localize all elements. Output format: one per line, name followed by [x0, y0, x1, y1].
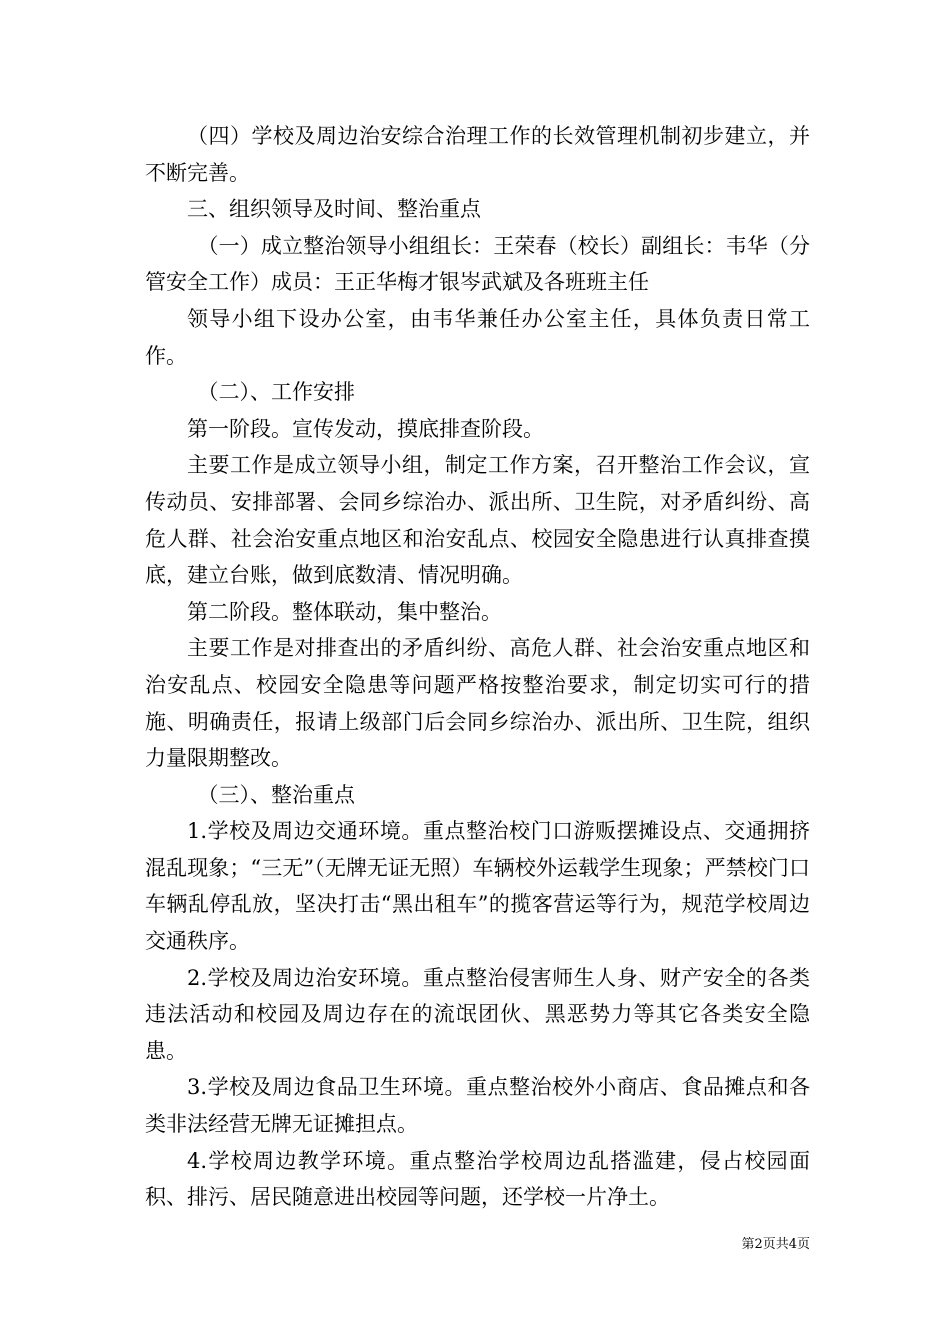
paragraph: （一）成立整治领导小组组长：王荣春（校长）副组长：韦华（分管安全工作）成员：王正华梅才银岑武斌及各班班主任: [145, 233, 810, 295]
paragraph: （四）学校及周边治安综合治理工作的长效管理机制初步建立，并不断完善。: [145, 124, 810, 185]
paragraph: 三、组织领导及时间、整治重点: [187, 197, 481, 222]
paragraph: 主要工作是成立领导小组，制定工作方案，召开整治工作会议，宣传动员、安排部署、会同乡综治办、派出所、卫生院，对矛盾纠纷、高危人群、社会治安重点地区和治安乱点、校园安全隐患进行认真排查摸底，建立台账，做到底数清、情况明确。: [145, 453, 810, 588]
paragraph: 1.学校及周边交通环境。重点整治校门口游贩摆摊设点、交通拥挤混乱现象；“三无”（无牌无证无照）车辆校外运载学生现象；严禁校门口车辆乱停乱放，坚决打击“黑出租车”的揽客营运等行为，规范学校周边交通秩序。: [145, 819, 810, 954]
paragraph: 2.学校及周边治安环境。重点整治侵害师生人身、财产安全的各类违法活动和校园及周边存在的流氓团伙、黑恶势力等其它各类安全隐患。: [145, 965, 810, 1063]
paragraph: 第一阶段。宣传发动，摸底排查阶段。: [187, 416, 544, 441]
paragraph: 领导小组下设办公室，由韦华兼任办公室主任，具体负责日常工作。: [145, 306, 810, 368]
paragraph: 主要工作是对排查出的矛盾纠纷、高危人群、社会治安重点地区和治安乱点、校园安全隐患等问题严格按整治要求，制定切实可行的措施、明确责任，报请上级部门后会同乡综治办、派出所、卫生院，组织力量限期整改。: [145, 636, 810, 771]
paragraph: 第二阶段。整体联动，集中整治。: [187, 599, 502, 624]
page-number: 第2页共4页: [741, 1237, 810, 1252]
paragraph: 3.学校及周边食品卫生环境。重点整治校外小商店、食品摊点和各类非法经营无牌无证摊担点。: [145, 1075, 810, 1137]
paragraph: （二）、工作安排: [197, 380, 355, 405]
paragraph: （三）、整治重点: [197, 782, 355, 807]
document-body: [145, 118, 810, 1216]
paragraph: 4.学校周边教学环境。重点整治学校周边乱搭滥建，侵占校园面积、排污、居民随意进出校园等问题，还学校一片净土。: [145, 1148, 810, 1210]
